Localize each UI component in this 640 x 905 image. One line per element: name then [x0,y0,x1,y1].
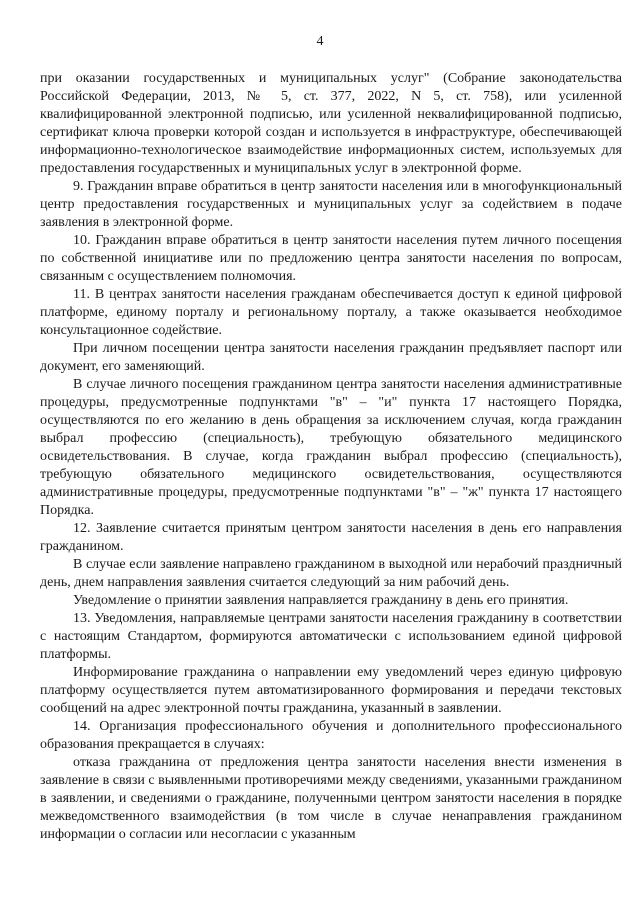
paragraph-13: 13. Уведомления, направляемые центрами занятости населения гражданину в соответствии с настоящим Стандартом, формируются автоматически с использованием единой цифровой платформы. [40,611,622,662]
paragraph-11-personal-visit: В случае личного посещения гражданином центра занятости населения административные процедуры, предусмотренные подпунктами "в" – "и" пункта 17 настоящего Порядка, осуществляются по его желанию в день обращения за исключением случая, когда гражданин выбрал профессию (специальность), требующую обязательного медицинского освидетельствования. В случае, когда гражданин выбрал профессию (специальность), требующую обязательного медицинского освидетельствования, осуществляются административные процедуры, предусмотренные подпунктами "в" – "ж" пункта 17 настоящего Порядка. [40,377,622,518]
paragraph-14: 14. Организация профессионального обучения и дополнительного профессионального образования прекращается в случаях: [40,719,622,752]
paragraph-12-notification: Уведомление о принятии заявления направляется гражданину в день его принятия. [73,593,569,608]
paragraph-13-informing: Информирование гражданина о направлении ему уведомлений через единую цифровую платформу осуществляется путем автоматизированного формирования и передачи текстовых сообщений на адрес электронной почты гражданина, указанный в заявлении. [40,665,622,716]
page-number: 4 [316,34,324,49]
paragraph-11: 11. В центрах занятости населения гражданам обеспечивается доступ к единой цифровой платформе, единому порталу и региональному порталу, а также оказывается необходимое консультационное содействие. [40,287,622,338]
paragraph-12-holiday: В случае если заявление направлено гражданином в выходной или нерабочий праздничный день, днем направления заявления считается следующий за ним рабочий день. [40,557,622,590]
paragraph-14-refusal: отказа гражданина от предложения центра занятости населения внести изменения в заявление в связи с выявленными противоречиями между сведениями, указанными гражданином в заявлении, и сведениями о гражданине, полученными центром занятости населения в порядке межведомственного взаимодействия (в том числе в случае ненаправления гражданином информации о согласии или несогласии с указанным [40,755,622,842]
paragraph-12: 12. Заявление считается принятым центром занятости населения в день его направления гражданином. [40,521,622,554]
paragraph-9: 9. Гражданин вправе обратиться в центр занятости населения или в многофункциональный центр предоставления государственных и муниципальных услуг за содействием в подаче заявления в электронной форме. [40,179,622,230]
document-body [40,70,622,844]
paragraph-11-passport: При личном посещении центра занятости населения гражданин предъявляет паспорт или документ, его заменяющий. [40,341,622,374]
paragraph-continuation: при оказании государственных и муниципальных услуг" (Собрание законодательства Российской Федерации, 2013, № 5, ст. 377, 2022, N 5, ст. 758), или усиленной квалифицированной электронной подписью, или усиленной неквалифицированной подписью, сертификат ключа проверки которой создан и используется в инфраструктуре, обеспечивающей информационно-технологическое взаимодействие информационных систем, используемых для предоставления государственных и муниципальных услуг в электронной форме. [40,71,622,176]
paragraph-10: 10. Гражданин вправе обратиться в центр занятости населения путем личного посещения по собственной инициативе или по предложению центра занятости населения по вопросам, связанным с осуществлением полномочия. [40,233,622,284]
